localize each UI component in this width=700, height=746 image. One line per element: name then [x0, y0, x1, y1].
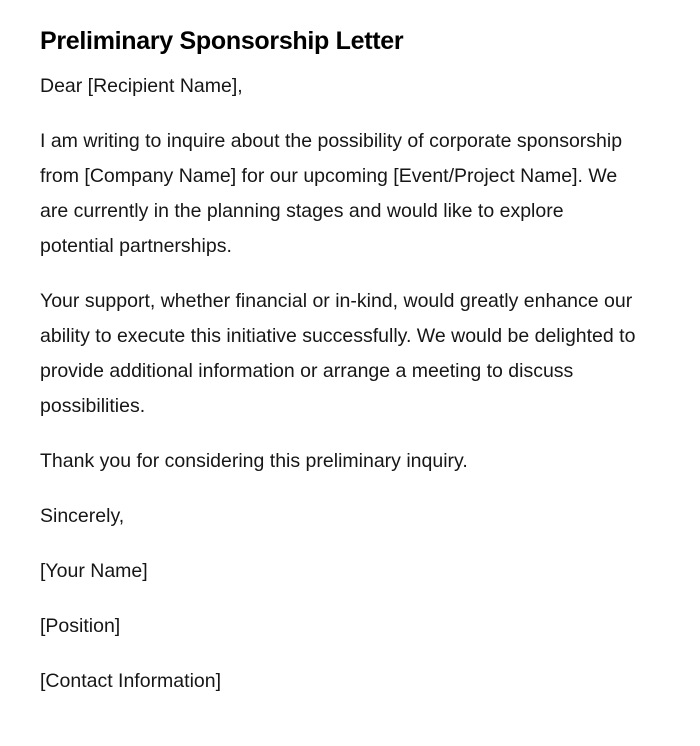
body-paragraph-1: I am writing to inquire about the possibility of corporate sponsorship from [Company Name] for our upcoming [Event/Project Name]. We are currently in the planning stages and would like to explore potential partnerships.: [40, 130, 623, 257]
body-paragraph-2: Your support, whether financial or in-kind, would greatly enhance our ability to execute this initiative successfully. We would be delighted to provide additional information or arrange a meeting to discuss possibilities.: [40, 290, 636, 417]
signature-position: [Position]: [40, 615, 121, 637]
signature-contact: [Contact Information]: [40, 670, 222, 692]
document-title: Preliminary Sponsorship Letter: [40, 27, 404, 55]
salutation: Dear [Recipient Name],: [40, 75, 243, 97]
signature-name: [Your Name]: [40, 560, 148, 582]
closing: Sincerely,: [40, 505, 125, 527]
body-paragraph-3: Thank you for considering this preliminary inquiry.: [40, 450, 468, 472]
